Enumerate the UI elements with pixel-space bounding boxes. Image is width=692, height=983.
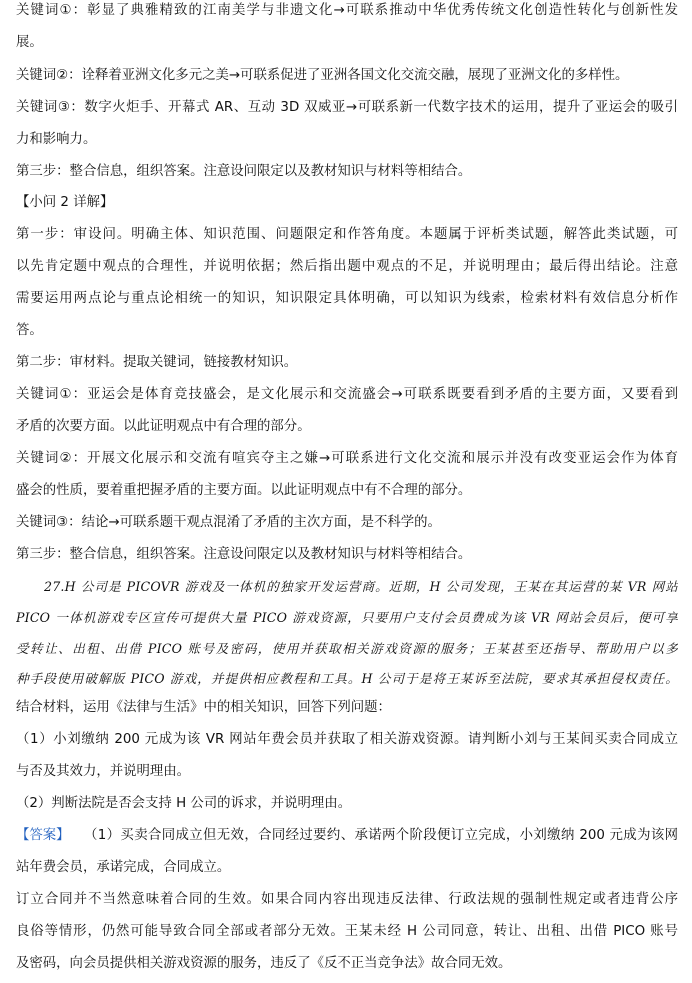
question-text-line: 受转让、出租、出借 PICO 账号及密码，使用并获取相关游戏资源的服务；王某甚至还指导、帮助用户以多 <box>16 641 678 656</box>
text-line: 结合材料，运用《法律与生活》中的相关知识，回答下列问题： <box>16 700 391 715</box>
text-line: 关键词①：彰显了典雅精致的江南美学与非遗文化→可联系推动中华优秀传统文化创造性转化与创新性发 <box>16 3 678 18</box>
answer-text-line: （1）买卖合同成立但无效，合同经过要约、承诺两个阶段便订立完成，小刘缴纳 200 元成为该网 <box>84 828 678 843</box>
text-line: 关键词③：数字火炬手、开幕式 AR、互动 3D 双威亚→可联系新一代数字技术的运用，提升了亚运会的吸引 <box>16 100 678 115</box>
text-line: 矛盾的次要方面。以此证明观点中有合理的部分。 <box>16 419 311 434</box>
text-line: 需要运用两点论与重点论相统一的知识，知识限定具体明确，可以知识为线索，检索材料有效信息分析作 <box>16 291 678 306</box>
text-line: 关键词②：开展文化展示和交流有喧宾夺主之嫌→可联系进行文化交流和展示并没有改变亚运会作为体育 <box>16 451 678 466</box>
text-line: 关键词①：亚运会是体育竞技盛会，是文化展示和交流盛会→可联系既要看到矛盾的主要方面，又要看到 <box>16 387 678 402</box>
text-line: 与否及其效力，并说明理由。 <box>16 764 191 779</box>
question-text-line: 27.H 公司是 PICOVR 游戏及一体机的独家开发运营商。近期，H 公司发现，王某在其运营的某 VR 网站 <box>44 579 678 594</box>
text-line: 力和影响力。 <box>16 132 97 147</box>
text-line: 第三步：整合信息，组织答案。注意设问限定以及教材知识与材料等相结合。 <box>16 547 472 562</box>
answer-text-line: 及密码，向会员提供相关游戏资源的服务，违反了《反不正当竞争法》故合同无效。 <box>16 956 512 971</box>
text-line: 第二步：审材料。提取关键词，链接教材知识。 <box>16 355 298 370</box>
text-line: 关键词③：结论→可联系题干观点混淆了矛盾的主次方面，是不科学的。 <box>16 515 441 530</box>
section-heading: 【小问 2 详解】 <box>16 195 114 210</box>
text-line: 盛会的性质，要着重把握矛盾的主要方面。以此证明观点中有不合理的部分。 <box>16 483 472 498</box>
text-line: 答。 <box>16 323 43 338</box>
text-line: 第一步：审设问。明确主体、知识范围、问题限定和作答角度。本题属于评析类试题，解答此类试题，可 <box>16 227 678 242</box>
text-line: 以先肯定题中观点的合理性，并说明依据；然后指出题中观点的不足，并说明理由；最后得出结论。注意 <box>16 259 678 274</box>
question-text-line: PICO 一体机游戏专区宣传可提供大量 PICO 游戏资源，只要用户支付会员费成为该 VR 网站会员后，便可享 <box>16 610 678 625</box>
text-line: 第三步：整合信息，组织答案。注意设问限定以及教材知识与材料等相结合。 <box>16 164 472 179</box>
answer-text-line: 站年费会员，承诺完成，合同成立。 <box>16 860 231 875</box>
sub-question: （1）小刘缴纳 200 元成为该 VR 网站年费会员并获取了相关游戏资源。请判断小刘与王某间买卖合同成立 <box>16 732 678 747</box>
text-line: 展。 <box>16 35 43 50</box>
answer-text-line: 订立合同并不当然意味着合同的生效。如果合同内容出现违反法律、行政法规的强制性规定或者违背公序 <box>16 892 678 907</box>
text-line: 关键词②：诠释着亚洲文化多元之美→可联系促进了亚洲各国文化交流交融，展现了亚洲文化的多样性。 <box>16 68 629 83</box>
sub-question: （2）判断法院是否会支持 H 公司的诉求，并说明理由。 <box>16 796 352 811</box>
answer-label: 【答案】 <box>16 828 70 843</box>
answer-text-line: 良俗等情形，仍然可能导致合同全部或者部分无效。王某未经 H 公司同意，转让、出租、出借 PICO 账号 <box>16 924 678 939</box>
question-text-line: 种手段使用破解版 PICO 游戏，并提供相应教程和工具。H 公司于是将王某诉至法院，要求其承担侵权责任。 <box>16 671 678 686</box>
